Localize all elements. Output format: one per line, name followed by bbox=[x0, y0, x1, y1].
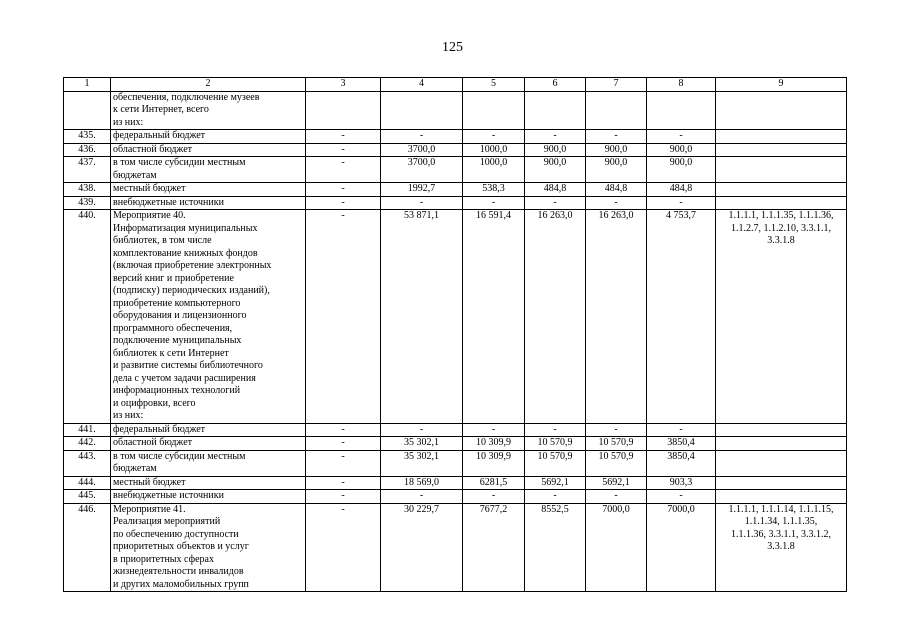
column-header: 3 bbox=[306, 78, 381, 92]
value-cell: - bbox=[647, 490, 716, 504]
value-cell: 538,3 bbox=[463, 183, 525, 197]
row-number-cell: 440. bbox=[64, 210, 111, 424]
column-header: 7 bbox=[586, 78, 647, 92]
value-cell: 3850,4 bbox=[647, 450, 716, 476]
value-cell: - bbox=[463, 130, 525, 144]
value-cell: - bbox=[525, 196, 586, 210]
value-cell: 1992,7 bbox=[381, 183, 463, 197]
value-cell: 10 309,9 bbox=[463, 450, 525, 476]
row-number-cell: 443. bbox=[64, 450, 111, 476]
indicator-refs-cell bbox=[716, 183, 847, 197]
indicator-refs-cell bbox=[716, 157, 847, 183]
item-name-cell: местный бюджет bbox=[111, 476, 306, 490]
value-cell: 3850,4 bbox=[647, 437, 716, 451]
column-header: 6 bbox=[525, 78, 586, 92]
table-row bbox=[64, 183, 847, 197]
item-name-cell: в том числе субсидии местным бюджетам bbox=[111, 157, 306, 183]
row-number-cell: 441. bbox=[64, 423, 111, 437]
value-cell: - bbox=[306, 423, 381, 437]
value-cell: 53 871,1 bbox=[381, 210, 463, 424]
value-cell: - bbox=[306, 183, 381, 197]
value-cell: - bbox=[525, 423, 586, 437]
value-cell: 484,8 bbox=[586, 183, 647, 197]
item-name-cell: внебюджетные источники bbox=[111, 196, 306, 210]
table-row bbox=[64, 130, 847, 144]
table-row bbox=[64, 476, 847, 490]
row-number-cell: 436. bbox=[64, 143, 111, 157]
row-number-cell: 446. bbox=[64, 503, 111, 592]
value-cell bbox=[463, 91, 525, 130]
item-name-cell: в том числе субсидии местным бюджетам bbox=[111, 450, 306, 476]
value-cell: 3700,0 bbox=[381, 143, 463, 157]
item-name-cell: областной бюджет bbox=[111, 143, 306, 157]
indicator-refs-cell bbox=[716, 143, 847, 157]
value-cell: - bbox=[586, 130, 647, 144]
column-header: 9 bbox=[716, 78, 847, 92]
indicator-refs-cell bbox=[716, 476, 847, 490]
value-cell: - bbox=[306, 196, 381, 210]
value-cell: 5692,1 bbox=[525, 476, 586, 490]
value-cell bbox=[525, 91, 586, 130]
indicator-refs-cell bbox=[716, 490, 847, 504]
value-cell: - bbox=[647, 130, 716, 144]
column-header: 8 bbox=[647, 78, 716, 92]
indicator-refs-cell bbox=[716, 437, 847, 451]
value-cell: 35 302,1 bbox=[381, 437, 463, 451]
column-header: 5 bbox=[463, 78, 525, 92]
value-cell: - bbox=[381, 130, 463, 144]
value-cell: 10 309,9 bbox=[463, 437, 525, 451]
value-cell: - bbox=[381, 490, 463, 504]
table-row bbox=[64, 210, 847, 424]
column-header: 4 bbox=[381, 78, 463, 92]
table-body bbox=[64, 91, 847, 592]
value-cell: 900,0 bbox=[647, 157, 716, 183]
row-number-cell: 437. bbox=[64, 157, 111, 183]
value-cell: 10 570,9 bbox=[525, 450, 586, 476]
value-cell: - bbox=[306, 157, 381, 183]
value-cell: 10 570,9 bbox=[586, 450, 647, 476]
item-name-cell: обеспечения, подключение музеев к сети Интернет, всего из них: bbox=[111, 91, 306, 130]
value-cell: 1000,0 bbox=[463, 143, 525, 157]
value-cell: - bbox=[381, 196, 463, 210]
value-cell: - bbox=[381, 423, 463, 437]
value-cell: - bbox=[306, 503, 381, 592]
indicator-refs-cell: 1.1.1.1, 1.1.1.35, 1.1.1.36, 1.1.2.7, 1.1.2.10, 3.3.1.1, 3.3.1.8 bbox=[716, 210, 847, 424]
value-cell: 6281,5 bbox=[463, 476, 525, 490]
value-cell: 30 229,7 bbox=[381, 503, 463, 592]
value-cell bbox=[586, 91, 647, 130]
table-row bbox=[64, 91, 847, 130]
value-cell bbox=[381, 91, 463, 130]
value-cell: 484,8 bbox=[525, 183, 586, 197]
table-row bbox=[64, 423, 847, 437]
item-name-cell: федеральный бюджет bbox=[111, 130, 306, 144]
value-cell: 4 753,7 bbox=[647, 210, 716, 424]
indicator-refs-cell: 1.1.1.1, 1.1.1.14, 1.1.1.15, 1.1.1.34, 1.1.1.35, 1.1.1.36, 3.3.1.1, 3.3.1.2, 3.3.1.8 bbox=[716, 503, 847, 592]
table-row bbox=[64, 503, 847, 592]
column-header: 1 bbox=[64, 78, 111, 92]
value-cell: 10 570,9 bbox=[525, 437, 586, 451]
value-cell: 18 569,0 bbox=[381, 476, 463, 490]
value-cell: 900,0 bbox=[525, 157, 586, 183]
value-cell: - bbox=[525, 130, 586, 144]
value-cell: - bbox=[647, 196, 716, 210]
value-cell: 35 302,1 bbox=[381, 450, 463, 476]
value-cell bbox=[306, 91, 381, 130]
row-number-cell bbox=[64, 91, 111, 130]
value-cell: 484,8 bbox=[647, 183, 716, 197]
table-row bbox=[64, 437, 847, 451]
value-cell: - bbox=[586, 423, 647, 437]
item-name-cell: федеральный бюджет bbox=[111, 423, 306, 437]
page-number: 125 bbox=[442, 40, 463, 55]
row-number-cell: 438. bbox=[64, 183, 111, 197]
value-cell: - bbox=[306, 450, 381, 476]
value-cell: - bbox=[586, 490, 647, 504]
indicator-refs-cell bbox=[716, 196, 847, 210]
column-header: 2 bbox=[111, 78, 306, 92]
value-cell: - bbox=[586, 196, 647, 210]
row-number-cell: 444. bbox=[64, 476, 111, 490]
value-cell: 8552,5 bbox=[525, 503, 586, 592]
budget-table bbox=[63, 77, 847, 592]
value-cell: - bbox=[306, 210, 381, 424]
value-cell: - bbox=[306, 490, 381, 504]
value-cell bbox=[647, 91, 716, 130]
indicator-refs-cell bbox=[716, 130, 847, 144]
item-name-cell: областной бюджет bbox=[111, 437, 306, 451]
table-row bbox=[64, 157, 847, 183]
value-cell: - bbox=[306, 130, 381, 144]
row-number-cell: 445. bbox=[64, 490, 111, 504]
value-cell: 900,0 bbox=[525, 143, 586, 157]
value-cell: - bbox=[647, 423, 716, 437]
indicator-refs-cell bbox=[716, 423, 847, 437]
value-cell: - bbox=[463, 490, 525, 504]
value-cell: - bbox=[525, 490, 586, 504]
value-cell: 903,3 bbox=[647, 476, 716, 490]
value-cell: 16 263,0 bbox=[525, 210, 586, 424]
table-row bbox=[64, 490, 847, 504]
row-number-cell: 442. bbox=[64, 437, 111, 451]
value-cell: 7000,0 bbox=[586, 503, 647, 592]
table-row bbox=[64, 196, 847, 210]
value-cell: 16 591,4 bbox=[463, 210, 525, 424]
table-row bbox=[64, 143, 847, 157]
value-cell: 3700,0 bbox=[381, 157, 463, 183]
value-cell: 7000,0 bbox=[647, 503, 716, 592]
item-name-cell: Мероприятие 40. Информатизация муниципальных библиотек, в том числе комплектование книжных фондов (включая приобретение электронных версий книг и приобретение (подписку) периодических изданий), приобретение компьютерного оборудования и лицензионного программного обеспечения, подключение муниципальных библиотек к сети Интернет и развитие системы библиотечного дела с учетом задачи расширения информационных технологий и оцифровки, всего из них: bbox=[111, 210, 306, 424]
value-cell: 900,0 bbox=[647, 143, 716, 157]
table-header-row bbox=[64, 78, 847, 92]
value-cell: - bbox=[306, 143, 381, 157]
value-cell: - bbox=[463, 196, 525, 210]
value-cell: 900,0 bbox=[586, 143, 647, 157]
value-cell: - bbox=[306, 476, 381, 490]
value-cell: 7677,2 bbox=[463, 503, 525, 592]
item-name-cell: местный бюджет bbox=[111, 183, 306, 197]
indicator-refs-cell bbox=[716, 91, 847, 130]
table-row bbox=[64, 450, 847, 476]
value-cell: 5692,1 bbox=[586, 476, 647, 490]
value-cell: - bbox=[463, 423, 525, 437]
value-cell: 10 570,9 bbox=[586, 437, 647, 451]
item-name-cell: Мероприятие 41. Реализация мероприятий по обеспечению доступности приоритетных объектов и услуг в приоритетных сферах жизнедеятельности инвалидов и других маломобильных групп bbox=[111, 503, 306, 592]
value-cell: 16 263,0 bbox=[586, 210, 647, 424]
value-cell: 1000,0 bbox=[463, 157, 525, 183]
value-cell: 900,0 bbox=[586, 157, 647, 183]
row-number-cell: 435. bbox=[64, 130, 111, 144]
value-cell: - bbox=[306, 437, 381, 451]
row-number-cell: 439. bbox=[64, 196, 111, 210]
item-name-cell: внебюджетные источники bbox=[111, 490, 306, 504]
indicator-refs-cell bbox=[716, 450, 847, 476]
